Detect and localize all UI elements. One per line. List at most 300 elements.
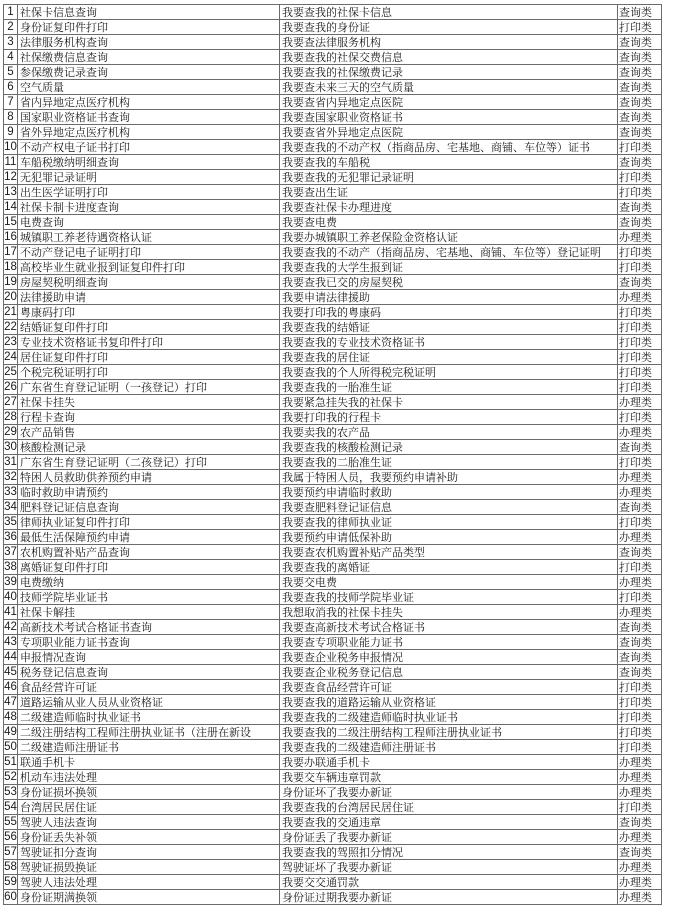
service-name: 身份证损坏换领 <box>18 785 280 800</box>
service-description: 我要申请法律援助 <box>280 290 618 305</box>
service-name: 驾驶证扣分查询 <box>18 845 280 860</box>
service-description: 我要查我的台湾居民居住证 <box>280 800 618 815</box>
service-description: 身份证丢了我要办新证 <box>280 830 618 845</box>
service-name: 身份证复印件打印 <box>18 20 280 35</box>
service-category: 打印类 <box>618 695 662 710</box>
table-row <box>4 560 662 575</box>
table-row <box>4 710 662 725</box>
service-name: 联通手机卡 <box>18 755 280 770</box>
service-description: 我要查我的专业技术资格证书 <box>280 335 618 350</box>
row-number: 50 <box>4 740 17 753</box>
row-number: 35 <box>4 515 17 528</box>
table-row <box>4 530 662 545</box>
table-row <box>4 290 662 305</box>
service-name: 二级注册结构工程师注册执业证书（注册在新设 <box>18 725 280 740</box>
service-name: 省内异地定点医疗机构 <box>18 95 280 110</box>
service-category: 打印类 <box>618 185 662 200</box>
service-name: 律师执业证复印件打印 <box>18 515 280 530</box>
table-row <box>4 125 662 140</box>
service-category: 办理类 <box>618 425 662 440</box>
table-row <box>4 620 662 635</box>
service-name: 离婚证复印件打印 <box>18 560 280 575</box>
row-number: 12 <box>4 170 17 183</box>
row-number: 1 <box>4 5 18 20</box>
row-number: 5 <box>4 65 18 80</box>
service-description: 我要查我的二胎准生证 <box>280 455 618 470</box>
table-row <box>4 860 662 875</box>
service-name: 临时救助申请预约 <box>18 485 280 500</box>
table-row <box>4 830 662 845</box>
row-number: 41 <box>4 605 17 618</box>
service-description: 我要预约申请临时救助 <box>280 485 618 500</box>
service-name: 广东省生育登记证明（一孩登记）打印 <box>18 380 280 395</box>
row-number: 9 <box>4 125 18 140</box>
row-number: 13 <box>4 185 17 198</box>
service-description: 我要查我的不动产（指商品房、宅基地、商铺、车位等）登记证明 <box>280 245 618 260</box>
service-description: 我要查我的离婚证 <box>280 560 618 575</box>
service-name: 高新技术考试合格证书查询 <box>18 620 280 635</box>
table-row <box>4 110 662 125</box>
row-number: 37 <box>4 545 17 558</box>
row-number: 36 <box>4 530 17 543</box>
service-category: 打印类 <box>618 245 662 260</box>
service-category: 查询类 <box>618 95 662 110</box>
service-category: 打印类 <box>618 590 662 605</box>
row-number: 11 <box>4 155 17 168</box>
row-number: 2 <box>4 20 18 35</box>
service-category: 打印类 <box>618 410 662 425</box>
service-category: 办理类 <box>618 485 662 500</box>
service-category: 查询类 <box>618 125 662 140</box>
service-name: 专业技术资格证书复印件打印 <box>18 335 280 350</box>
row-number: 23 <box>4 335 17 348</box>
service-name: 房屋契税明细查询 <box>18 275 280 290</box>
row-number: 38 <box>4 560 17 573</box>
table-row <box>4 755 662 770</box>
row-number: 27 <box>4 395 17 408</box>
service-name: 无犯罪记录证明 <box>18 170 280 185</box>
service-name: 高校毕业生就业报到证复印件打印 <box>18 260 280 275</box>
service-table <box>3 4 662 905</box>
row-number: 51 <box>4 755 17 768</box>
service-category: 打印类 <box>618 710 662 725</box>
service-category: 打印类 <box>618 140 662 155</box>
row-number: 31 <box>4 455 17 468</box>
service-description: 我要查社保卡办理进度 <box>280 200 618 215</box>
service-description: 我想取消我的社保卡挂失 <box>280 605 618 620</box>
service-description: 我要查专项职业能力证书 <box>280 635 618 650</box>
row-number: 44 <box>4 650 17 663</box>
service-name: 台湾居民居住证 <box>18 800 280 815</box>
service-name: 肥料登记证信息查询 <box>18 500 280 515</box>
table-row <box>4 200 662 215</box>
service-description: 我要查企业税务申报情况 <box>280 650 618 665</box>
table-row <box>4 800 662 815</box>
service-name: 专项职业能力证书查询 <box>18 635 280 650</box>
service-name: 核酸检测记录 <box>18 440 280 455</box>
service-name: 国家职业资格证书查询 <box>18 110 280 125</box>
service-name: 电费缴纳 <box>18 575 280 590</box>
table-row <box>4 650 662 665</box>
service-name: 广东省生育登记证明（二孩登记）打印 <box>18 455 280 470</box>
service-category: 查询类 <box>618 500 662 515</box>
service-category: 打印类 <box>618 170 662 185</box>
service-description: 我要查我的驾照扣分情况 <box>280 845 618 860</box>
row-number: 18 <box>4 260 17 273</box>
service-name: 结婚证复印件打印 <box>18 320 280 335</box>
table-row <box>4 380 662 395</box>
service-category: 打印类 <box>618 365 662 380</box>
service-name: 农产品销售 <box>18 425 280 440</box>
table-row <box>4 485 662 500</box>
row-number: 24 <box>4 350 17 363</box>
table-row <box>4 470 662 485</box>
service-category: 打印类 <box>618 20 662 35</box>
service-description: 我要查出生证 <box>280 185 618 200</box>
service-description: 我要查食品经营许可证 <box>280 680 618 695</box>
table-row <box>4 395 662 410</box>
table-row <box>4 245 662 260</box>
row-number: 25 <box>4 365 17 378</box>
service-description: 驾驶证坏了我要办新证 <box>280 860 618 875</box>
table-row <box>4 785 662 800</box>
service-category: 办理类 <box>618 860 662 875</box>
service-description: 我要查我的无犯罪记录证明 <box>280 170 618 185</box>
table-row <box>4 80 662 95</box>
service-description: 我要查我的道路运输从业资格证 <box>280 695 618 710</box>
service-description: 我要查省内异地定点医院 <box>280 95 618 110</box>
service-category: 打印类 <box>618 320 662 335</box>
service-category: 办理类 <box>618 470 662 485</box>
row-number: 60 <box>4 890 17 903</box>
row-number: 43 <box>4 635 17 648</box>
row-number: 58 <box>4 860 17 873</box>
table-row <box>4 50 662 65</box>
table-row <box>4 425 662 440</box>
table-row <box>4 845 662 860</box>
table-row <box>4 605 662 620</box>
row-number: 3 <box>4 35 18 50</box>
service-description: 我要交电费 <box>280 575 618 590</box>
service-category: 查询类 <box>618 35 662 50</box>
service-description: 我要查我的不动产权（指商品房、宅基地、商铺、车位等）证书 <box>280 140 618 155</box>
row-number: 33 <box>4 485 17 498</box>
service-name: 居住证复印件打印 <box>18 350 280 365</box>
service-description: 我要查我已交的房屋契税 <box>280 275 618 290</box>
service-description: 我要查我的身份证 <box>280 20 618 35</box>
service-description: 我要预约申请低保补助 <box>280 530 618 545</box>
row-number: 55 <box>4 815 17 828</box>
table-row <box>4 170 662 185</box>
service-name: 行程卡查询 <box>18 410 280 425</box>
service-category: 查询类 <box>618 845 662 860</box>
row-number: 45 <box>4 665 17 678</box>
table-row <box>4 35 662 50</box>
service-name: 道路运输从业人员从业资格证 <box>18 695 280 710</box>
row-number: 19 <box>4 275 17 288</box>
service-name: 农机购置补贴产品查询 <box>18 545 280 560</box>
service-category: 查询类 <box>618 635 662 650</box>
table-row <box>4 545 662 560</box>
table-row <box>4 410 662 425</box>
service-name: 城镇职工养老待遇资格认证 <box>18 230 280 245</box>
service-description: 我要查我的交通违章 <box>280 815 618 830</box>
table-row <box>4 695 662 710</box>
service-category: 查询类 <box>618 50 662 65</box>
service-category: 查询类 <box>618 65 662 80</box>
row-number: 56 <box>4 830 17 843</box>
table-row <box>4 335 662 350</box>
table-row <box>4 365 662 380</box>
service-description: 我要交交通罚款 <box>280 875 618 890</box>
service-description: 我要查我的二级注册结构工程师注册执业证书 <box>280 725 618 740</box>
service-category: 办理类 <box>618 395 662 410</box>
service-name: 税务登记信息查询 <box>18 665 280 680</box>
row-number: 17 <box>4 245 17 258</box>
service-description: 我要打印我的行程卡 <box>280 410 618 425</box>
service-description: 我要查我的社保缴费记录 <box>280 65 618 80</box>
service-category: 打印类 <box>618 380 662 395</box>
service-description: 我要查我的核酸检测记录 <box>280 440 618 455</box>
service-category: 查询类 <box>618 620 662 635</box>
service-name: 机动车违法处理 <box>18 770 280 785</box>
row-number: 7 <box>4 95 18 110</box>
service-category: 打印类 <box>618 335 662 350</box>
service-description: 我要查农机购置补贴产品类型 <box>280 545 618 560</box>
service-category: 办理类 <box>618 830 662 845</box>
service-name: 技师学院毕业证书 <box>18 590 280 605</box>
service-name: 法律服务机构查询 <box>18 35 280 50</box>
row-number: 22 <box>4 320 17 333</box>
row-number: 20 <box>4 290 17 303</box>
service-name: 驾驶人违法处理 <box>18 875 280 890</box>
service-name: 车船税缴纳明细查询 <box>18 155 280 170</box>
row-number: 48 <box>4 710 17 723</box>
table-row <box>4 875 662 890</box>
row-number: 15 <box>4 215 17 228</box>
table-row <box>4 65 662 80</box>
table-row <box>4 230 662 245</box>
service-category: 打印类 <box>618 560 662 575</box>
service-description: 我要查我的大学生报到证 <box>280 260 618 275</box>
service-name: 空气质量 <box>18 80 280 95</box>
table-row <box>4 185 662 200</box>
service-name: 出生医学证明打印 <box>18 185 280 200</box>
row-number: 54 <box>4 800 17 813</box>
service-name: 驾驶证损毁换证 <box>18 860 280 875</box>
row-number: 52 <box>4 770 17 783</box>
service-name: 法律援助申请 <box>18 290 280 305</box>
row-number: 40 <box>4 590 17 603</box>
service-description: 我要查我的结婚证 <box>280 320 618 335</box>
row-number: 8 <box>4 110 18 125</box>
table-row <box>4 440 662 455</box>
service-category: 办理类 <box>618 770 662 785</box>
service-name: 驾驶人违法查询 <box>18 815 280 830</box>
row-number: 59 <box>4 875 17 888</box>
service-description: 我要查企业税务登记信息 <box>280 665 618 680</box>
service-name: 最低生活保障预约申请 <box>18 530 280 545</box>
service-description: 我要查法律服务机构 <box>280 35 618 50</box>
service-category: 办理类 <box>618 755 662 770</box>
service-category: 办理类 <box>618 875 662 890</box>
service-category: 办理类 <box>618 785 662 800</box>
service-category: 办理类 <box>618 530 662 545</box>
table-row <box>4 140 662 155</box>
table-row <box>4 725 662 740</box>
row-number: 53 <box>4 785 17 798</box>
service-description: 我要交车辆违章罚款 <box>280 770 618 785</box>
table-row <box>4 260 662 275</box>
table-row <box>4 320 662 335</box>
service-name: 身份证丢失补领 <box>18 830 280 845</box>
service-name: 电费查询 <box>18 215 280 230</box>
table-row <box>4 275 662 290</box>
service-category: 查询类 <box>618 815 662 830</box>
service-description: 我要查我的社保卡信息 <box>280 5 618 20</box>
table-body <box>4 5 662 905</box>
service-category: 打印类 <box>618 740 662 755</box>
row-number: 42 <box>4 620 17 633</box>
service-name: 社保卡挂失 <box>18 395 280 410</box>
service-description: 我要查我的居住证 <box>280 350 618 365</box>
service-description: 我要打印我的粤康码 <box>280 305 618 320</box>
service-description: 我要查国家职业资格证书 <box>280 110 618 125</box>
service-category: 打印类 <box>618 800 662 815</box>
table-row <box>4 590 662 605</box>
service-description: 我要查电费 <box>280 215 618 230</box>
row-number: 47 <box>4 695 17 708</box>
service-description: 身份证过期我要办新证 <box>280 890 618 905</box>
service-name: 二级建造师临时执业证书 <box>18 710 280 725</box>
table-row <box>4 665 662 680</box>
service-description: 我要查肥料登记证信息 <box>280 500 618 515</box>
service-category: 查询类 <box>618 5 662 20</box>
table-row <box>4 815 662 830</box>
service-name: 不动产权电子证书打印 <box>18 140 280 155</box>
service-category: 打印类 <box>618 260 662 275</box>
service-name: 社保卡解挂 <box>18 605 280 620</box>
service-category: 办理类 <box>618 230 662 245</box>
service-description: 我要查我的二级建造师注册证书 <box>280 740 618 755</box>
service-name: 粤康码打印 <box>18 305 280 320</box>
service-category: 查询类 <box>618 80 662 95</box>
row-number: 26 <box>4 380 17 393</box>
table-row <box>4 635 662 650</box>
row-number: 10 <box>4 140 17 153</box>
row-number: 6 <box>4 80 18 95</box>
service-description: 我要查我的一胎准生证 <box>280 380 618 395</box>
table-row <box>4 575 662 590</box>
service-category: 打印类 <box>618 680 662 695</box>
row-number: 29 <box>4 425 17 438</box>
service-category: 办理类 <box>618 575 662 590</box>
service-name: 身份证期满换领 <box>18 890 280 905</box>
row-number: 34 <box>4 500 17 513</box>
service-description: 我要查我的律师执业证 <box>280 515 618 530</box>
service-description: 我要查我的车船税 <box>280 155 618 170</box>
service-category: 打印类 <box>618 305 662 320</box>
row-number: 4 <box>4 50 18 65</box>
service-name: 社保卡信息查询 <box>18 5 280 20</box>
table-row <box>4 20 662 35</box>
service-name: 社保卡制卡进度查询 <box>18 200 280 215</box>
service-category: 查询类 <box>618 215 662 230</box>
service-category: 查询类 <box>618 275 662 290</box>
service-description: 我要查我的二级建造师临时执业证书 <box>280 710 618 725</box>
service-category: 打印类 <box>618 515 662 530</box>
service-description: 我要查我的技师学院毕业证 <box>280 590 618 605</box>
service-description: 我要查省外异地定点医院 <box>280 125 618 140</box>
service-name: 二级建造师注册证书 <box>18 740 280 755</box>
service-category: 查询类 <box>618 155 662 170</box>
table-row <box>4 95 662 110</box>
row-number: 16 <box>4 230 17 243</box>
service-description: 我要查我的社保交费信息 <box>280 50 618 65</box>
row-number: 57 <box>4 845 17 858</box>
service-category: 办理类 <box>618 290 662 305</box>
table-row <box>4 215 662 230</box>
row-number: 30 <box>4 440 17 453</box>
service-name: 社保缴费信息查询 <box>18 50 280 65</box>
table-row <box>4 455 662 470</box>
service-description: 我要办城镇职工养老保险金资格认证 <box>280 230 618 245</box>
service-category: 办理类 <box>618 605 662 620</box>
table-row <box>4 680 662 695</box>
row-number: 28 <box>4 410 17 423</box>
service-description: 我要办联通手机卡 <box>280 755 618 770</box>
service-description: 我要卖我的农产品 <box>280 425 618 440</box>
service-category: 打印类 <box>618 725 662 740</box>
service-category: 查询类 <box>618 545 662 560</box>
service-name: 特困人员救助供养预约申请 <box>18 470 280 485</box>
table-row <box>4 740 662 755</box>
row-number: 32 <box>4 470 17 483</box>
row-number: 49 <box>4 725 17 738</box>
service-category: 打印类 <box>618 455 662 470</box>
service-name: 个税完税证明打印 <box>18 365 280 380</box>
service-category: 办理类 <box>618 890 662 905</box>
service-description: 我要查未来三天的空气质量 <box>280 80 618 95</box>
service-category: 查询类 <box>618 650 662 665</box>
service-category: 打印类 <box>618 350 662 365</box>
service-name: 参保缴费记录查询 <box>18 65 280 80</box>
service-name: 申报情况查询 <box>18 650 280 665</box>
table-row <box>4 155 662 170</box>
service-description: 我属于特困人员，我要预约申请补助 <box>280 470 618 485</box>
row-number: 46 <box>4 680 17 693</box>
table-row <box>4 515 662 530</box>
service-name: 不动产登记电子证明打印 <box>18 245 280 260</box>
table-row <box>4 500 662 515</box>
service-description: 我要查我的个人所得税完税证明 <box>280 365 618 380</box>
service-description: 身份证坏了我要办新证 <box>280 785 618 800</box>
service-category: 查询类 <box>618 440 662 455</box>
table-row <box>4 770 662 785</box>
row-number: 39 <box>4 575 17 588</box>
service-category: 查询类 <box>618 110 662 125</box>
service-description: 我要紧急挂失我的社保卡 <box>280 395 618 410</box>
row-number: 21 <box>4 305 17 318</box>
service-name: 食品经营许可证 <box>18 680 280 695</box>
table-row <box>4 5 662 20</box>
table-row <box>4 350 662 365</box>
service-category: 查询类 <box>618 665 662 680</box>
table-row <box>4 890 662 905</box>
table-row <box>4 305 662 320</box>
row-number: 14 <box>4 200 17 213</box>
service-name: 省外异地定点医疗机构 <box>18 125 280 140</box>
